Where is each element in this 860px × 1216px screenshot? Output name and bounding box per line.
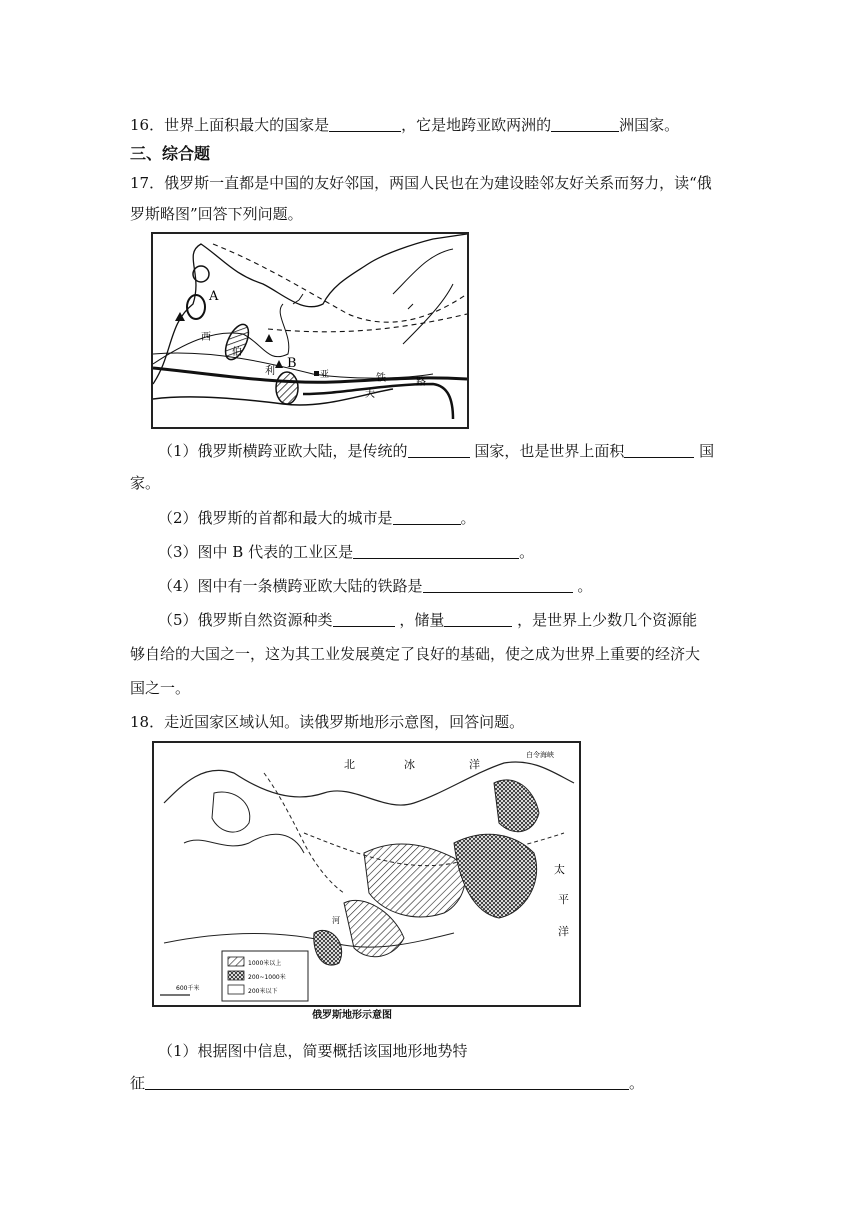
russia-terrain-map [152,741,581,1007]
q17-sub2-text-b: 。 [460,509,476,527]
q17-sub1 [158,440,714,461]
legend-item-high: 1000米以上 [248,960,282,967]
russia-terrain-map-svg [154,743,579,1005]
q18-sub1: （1）根据图中信息，简要概括该国地形地势特 [158,1042,468,1060]
map-label-a: A [209,289,219,304]
russia-sketch-map-svg [153,234,467,427]
terrain-label-ping: 平 [558,893,569,906]
map-label-b: B [287,356,297,371]
q17-sub5-text-c: ，是世界上少数几个资源能 [512,611,698,629]
q17-sub4 [158,575,592,596]
q17-sub5 [158,609,697,630]
q16-text-after: 洲国家。 [619,116,680,134]
answer-blank[interactable] [353,543,519,559]
q17-sub5-text-a: （5）俄罗斯自然资源种类 [158,611,333,629]
answer-blank[interactable] [393,509,461,525]
terrain-label-he: 河 [332,916,340,925]
q18-sub1-cont [130,1072,644,1093]
answer-blank[interactable] [333,611,395,627]
q18-sub1-text-c: 。 [629,1074,645,1092]
q17-sub2 [158,507,476,528]
answer-blank[interactable] [408,442,470,458]
map-label-lu: 路 [416,377,426,388]
q17-prompt-line2: 罗斯略图”回答下列问题。 [130,205,303,223]
legend-item-mid: 200~1000米 [248,974,286,981]
terrain-label-bering: 白令海峡 [526,751,554,759]
q17-prompt-line1: 17．俄罗斯一直都是中国的友好邻国，两国人民也在为建设睦邻友好关系而努力，读“俄 [130,174,712,192]
q17-sub1-text-c: 国 [694,442,715,460]
map-label-da: 大 [365,389,375,400]
q17-sub3-text-b: 。 [519,543,535,561]
q17-sub1-text-b: 国家，也是世界上面积 [469,442,625,460]
terrain-label-bing: 冰 [404,758,415,771]
terrain-label-bei: 北 [344,758,355,771]
q16-text-mid: ，它是地跨亚欧两洲的 [401,116,552,134]
answer-blank[interactable] [551,116,619,132]
section-heading: 三、综合题 [130,144,211,163]
terrain-label-yang2: 洋 [558,925,569,938]
answer-blank[interactable] [444,611,512,627]
terrain-label-yang: 洋 [469,758,480,771]
q17-sub3-text-a: （3）图中 B 代表的工业区是 [158,543,354,561]
question-16 [130,114,679,135]
terrain-scale: 600千米 [176,985,200,992]
russia-sketch-map [151,232,469,429]
q18-sub1-text-b: 征 [130,1074,146,1092]
map-label-bo: 伯 [232,347,242,358]
q17-sub4-text-b: 。 [572,577,593,595]
answer-blank[interactable] [624,442,694,458]
q17-sub2-text-a: （2）俄罗斯的首都和最大的城市是 [158,509,393,527]
terrain-map-caption: 俄罗斯地形示意图 [312,1010,392,1021]
q17-sub1-text-a: （1）俄罗斯横跨亚欧大陆，是传统的 [158,442,408,460]
q18-prompt: 18．走近国家区域认知。读俄罗斯地形示意图，回答问题。 [130,713,525,731]
terrain-label-tai: 太 [554,863,565,876]
legend-item-low: 200米以下 [248,988,278,995]
q17-sub5-cont2: 国之一。 [130,679,191,697]
answer-blank[interactable] [423,577,573,593]
answer-blank[interactable] [145,1074,629,1090]
q17-sub1-cont: 家。 [130,474,161,492]
q17-sub4-text-a: （4）图中有一条横跨亚欧大陆的铁路是 [158,577,423,595]
map-label-xi: 西 [201,332,211,343]
q17-sub5-text-b: ，储量 [394,611,445,629]
q17-sub3 [158,541,534,562]
map-label-ya: 亚 [320,370,330,380]
q16-text-before: 16．世界上面积最大的国家是 [130,116,330,134]
q17-sub5-cont1: 够自给的大国之一，这为其工业发展奠定了良好的基础，使之成为世界上重要的经济大 [130,645,701,663]
map-label-li: 利 [265,366,275,377]
map-label-tie: 铁 [376,373,386,384]
answer-blank[interactable] [329,116,401,132]
